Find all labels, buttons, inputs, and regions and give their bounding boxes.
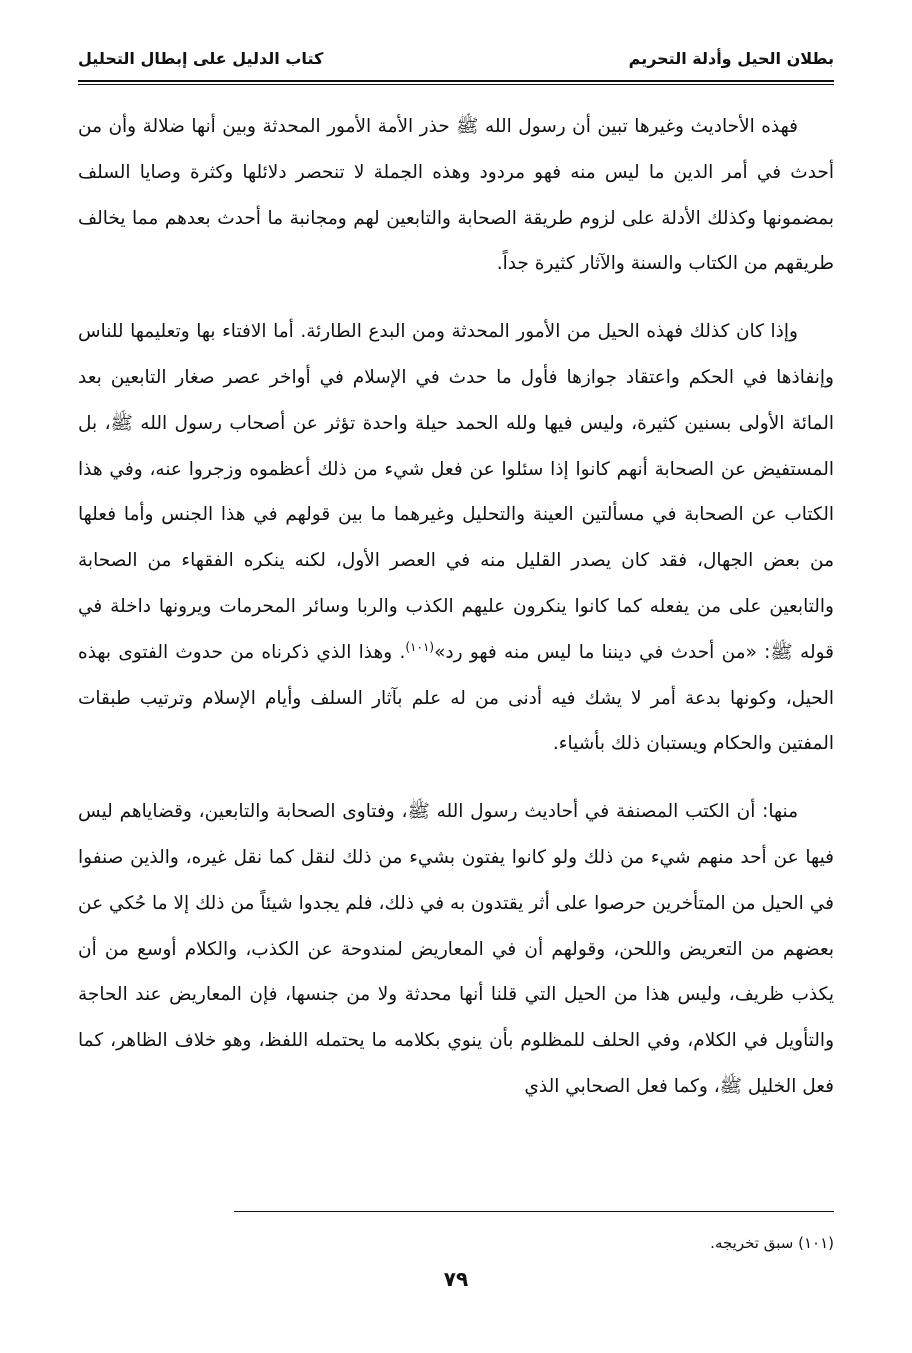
footnote-marker[interactable]: (١٠١) xyxy=(405,639,435,654)
body-text xyxy=(78,104,834,1110)
paragraph-2 xyxy=(78,309,834,767)
header-chapter-title: بطلان الحيل وأدلة التحريم xyxy=(628,48,834,68)
page-number: ٧٩ xyxy=(443,1267,469,1291)
paragraph-2-text-end: . وهذا الذي ذكرناه من حدوث الفتوى بهذه الحيل، وكونها بدعة أمر لا يشك فيه أدنى من له علم بآثار السلف وأيام الإسلام وترتيب طبقات المفتين والحكام ويستبان ذلك بأشياء. xyxy=(78,641,834,755)
header-rule xyxy=(78,80,834,82)
header-rule-thin xyxy=(78,84,834,85)
running-header xyxy=(78,40,834,76)
paragraph-1: فهذه الأحاديث وغيرها تبين أن رسول الله ﷺ حذر الأمة الأمور المحدثة وبين أنها ضلالة وأن من أحدث في أمر الدين ما ليس منه فهو مردود وهذه الجملة لا تنحصر دلائلها وكثرة وصايا السلف بمضمونها وكذلك الأدلة على لزوم طريقة الصحابة والتابعين لهم ومجانبة ما أحدث بعدهم مما يخالف طريقهم من الكتاب والسنة والآثار كثيرة جداً. xyxy=(78,116,834,275)
footnote: (١٠١) سبق تخريجه. xyxy=(710,1234,834,1252)
paragraph-3: منها: أن الكتب المصنفة في أحاديث رسول الله ﷺ، وفتاوى الصحابة والتابعين، وقضاياهم ليس فيها عن أحد منهم شيء من ذلك ولو كانوا يفتون بشيء من ذلك لنقل كما نقل غيره، والذين صنفوا في الحيل من المتأخرين حرصوا على أثر يقتدون به في ذلك، فلم يجدوا شيئاً من ذلك إلا ما حُكي عن بعضهم من التعريض واللحن، وقولهم أن في المعاريض لمندوحة عن الكذب، والكلام أوسع من أن يكذب ظريف، وليس هذا من الحيل التي قلنا أنها محدثة ولا من جنسها، فإن المعاريض عند الحاجة والتأويل في الكلام، وفي الحلف للمظلوم بأن ينوي بكلامه ما يحتمله اللفظ، وهو خلاف الظاهر، كما فعل الخليل ﷺ، وكما فعل الصحابي الذي xyxy=(78,801,834,1097)
footnote-separator xyxy=(234,1211,834,1212)
header-book-title: كتاب الدليل على إبطال التحليل xyxy=(78,48,324,68)
paragraph-2-text: وإذا كان كذلك فهذه الحيل من الأمور المحدثة ومن البدع الطارئة. أما الافتاء بها وتعليمها للناس وإنفاذها في الحكم واعتقاد جوازها فأول ما حدث في الإسلام في أواخر عصر صغار التابعين بعد المائة الأولى بسنين كثيرة، وليس فيها ولله الحمد حيلة واحدة تؤثر عن أصحاب رسول الله ﷺ، بل المستفيض عن الصحابة أنهم كانوا إذا سئلوا عن فعل شيء من ذلك أعظموه وزجروا عنه، وفي هذا الكتاب عن الصحابة في مسألتين العينة والتحليل وغيرهما ما بين قولهم في هذا الجنس وأما فعلها من بعض الجهال، فقد كان يصدر القليل منه في العصر الأول، لكنه ينكره الفقهاء من الصحابة والتابعين على من يفعله كما كانوا ينكرون عليهم الكذب والربا وسائر المحرمات ويرونها داخلة في قوله ﷺ: «من أحدث في ديننا ما ليس منه فهو رد» xyxy=(78,321,834,663)
